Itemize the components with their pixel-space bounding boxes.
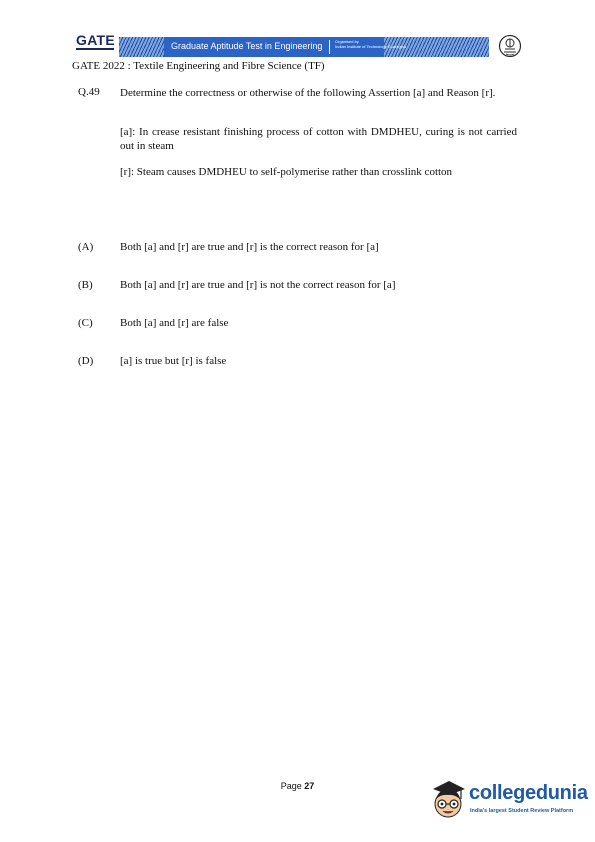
collegedunia-logo — [427, 775, 587, 823]
paper-title: GATE 2022 : Textile Engineering and Fibre Science (TF) — [72, 60, 325, 72]
gate-logo — [73, 34, 119, 58]
banner-title: Graduate Aptitude Test in Engineering — [171, 41, 323, 51]
organiser-name: Indian Institute of Technology Kharagpur — [335, 44, 407, 49]
option-a-text: Both [a] and [r] are true and [r] is the correct reason for [a] — [120, 241, 379, 253]
gate-logo-text: GATE — [76, 32, 116, 48]
banner-divider — [329, 40, 330, 54]
option-c-label: (C) — [78, 317, 93, 329]
collegedunia-tagline: India's largest Student Review Platform — [470, 808, 574, 814]
option-a-label: (A) — [78, 241, 94, 253]
collegedunia-wordmark: collegedunia — [469, 782, 588, 804]
iit-emblem-icon — [498, 34, 522, 58]
gate-logo-rule — [76, 48, 114, 50]
option-c-text: Both [a] and [r] are false — [120, 317, 229, 329]
question-number: Q.49 — [78, 86, 100, 98]
option-b-label: (B) — [78, 279, 93, 291]
organised-by-label: Organised by — [335, 39, 359, 44]
assertion-text: [a]: In crease resistant finishing process of cotton with DMDHEU, curing is not carried out in steam — [120, 126, 517, 152]
reason-text: [r]: Steam causes DMDHEU to self-polymerise rather than crosslink cotton — [120, 166, 453, 178]
page-label: Page — [280, 781, 302, 791]
header-banner — [73, 33, 523, 60]
question-stem: Determine the correctness or otherwise of the following Assertion [a] and Reason [r]. — [120, 87, 496, 99]
banner-stripe — [119, 37, 489, 57]
banner-organiser — [335, 39, 407, 49]
option-b-text: Both [a] and [r] are true and [r] is not the correct reason for [a] — [120, 279, 396, 291]
option-d-label: (D) — [78, 355, 94, 367]
option-d-text: [a] is true but [r] is false — [120, 355, 227, 367]
page-number-value: 27 — [304, 781, 315, 791]
mascot-icon — [427, 777, 469, 821]
